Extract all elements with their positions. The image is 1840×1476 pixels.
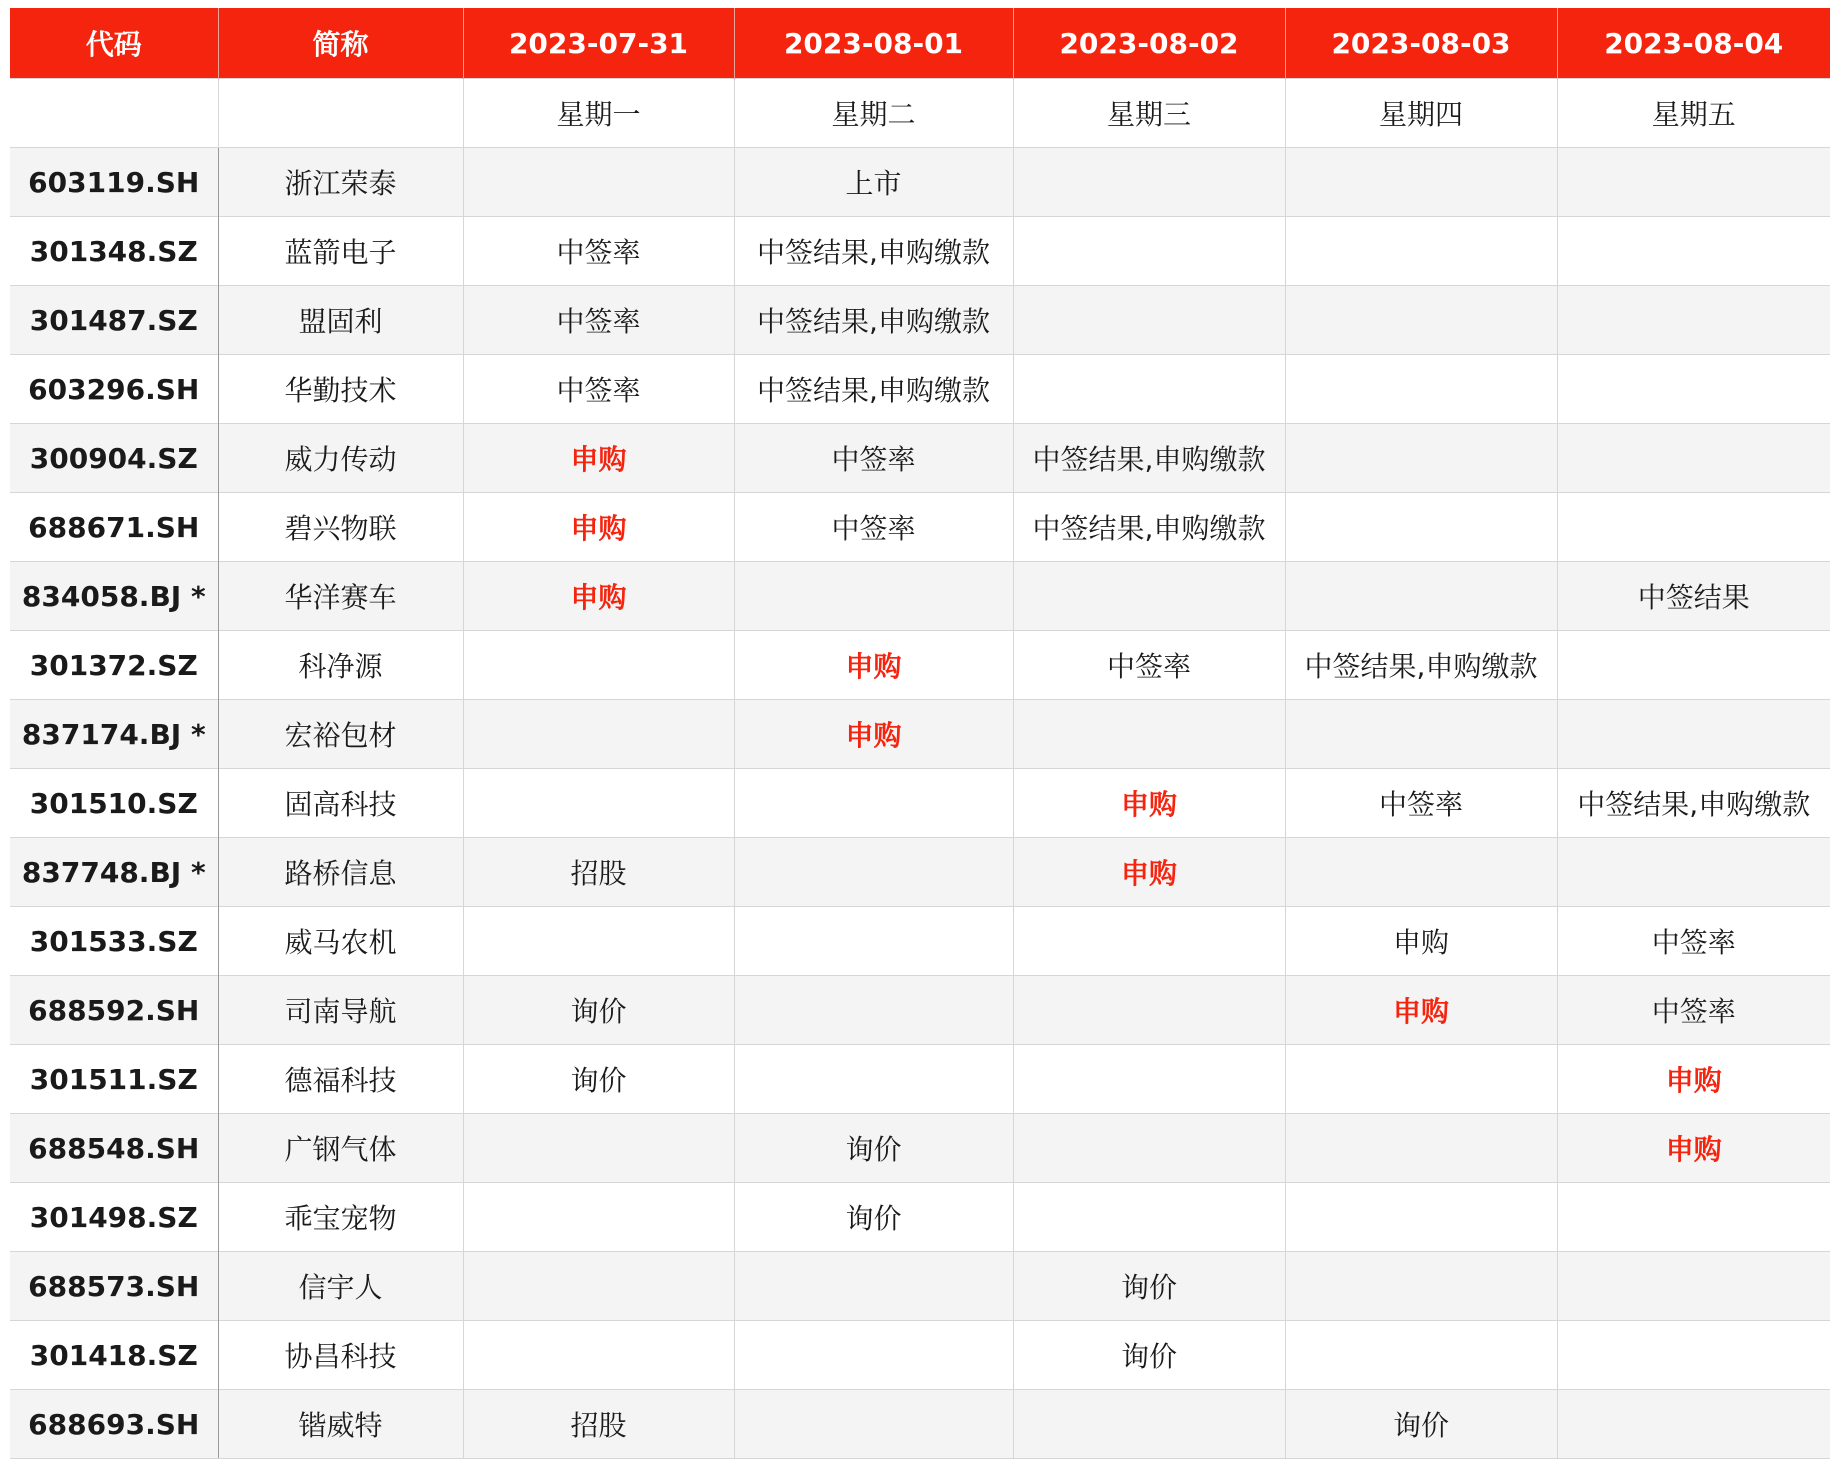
schedule-cell — [1013, 700, 1285, 769]
schedule-cell: 中签结果,申购缴款 — [1013, 424, 1285, 493]
schedule-cell — [1285, 355, 1557, 424]
weekday-cell — [10, 79, 218, 148]
stock-code-cell: 837748.BJ * — [10, 838, 218, 907]
header-row — [10, 8, 1830, 79]
schedule-cell: 询价 — [1013, 1321, 1285, 1390]
weekday-cell: 星期三 — [1013, 79, 1285, 148]
schedule-cell — [1013, 907, 1285, 976]
ipo-calendar — [10, 8, 1830, 1459]
schedule-cell — [1285, 700, 1557, 769]
schedule-cell: 中签率 — [734, 424, 1013, 493]
header-date-2: 2023-08-01 — [734, 8, 1013, 79]
schedule-cell — [1557, 700, 1830, 769]
schedule-cell: 询价 — [1013, 1252, 1285, 1321]
stock-name-cell: 浙江荣泰 — [218, 148, 463, 217]
schedule-cell — [1013, 286, 1285, 355]
schedule-cell — [463, 769, 734, 838]
stock-name-cell: 协昌科技 — [218, 1321, 463, 1390]
subscription-highlight-cell: 申购 — [734, 631, 1013, 700]
header-date-5: 2023-08-04 — [1557, 8, 1830, 79]
schedule-cell — [734, 976, 1013, 1045]
stock-name-cell: 威力传动 — [218, 424, 463, 493]
schedule-cell — [1557, 493, 1830, 562]
schedule-cell — [1285, 148, 1557, 217]
schedule-cell — [734, 1045, 1013, 1114]
schedule-cell: 招股 — [463, 1390, 734, 1459]
schedule-cell: 询价 — [1285, 1390, 1557, 1459]
stock-name-cell: 华洋赛车 — [218, 562, 463, 631]
schedule-cell: 中签结果,申购缴款 — [734, 217, 1013, 286]
schedule-cell — [1013, 1114, 1285, 1183]
schedule-cell — [1557, 286, 1830, 355]
table-row — [10, 148, 1830, 217]
stock-code-cell: 603119.SH — [10, 148, 218, 217]
schedule-cell: 中签结果,申购缴款 — [1013, 493, 1285, 562]
stock-name-cell: 路桥信息 — [218, 838, 463, 907]
table-row — [10, 976, 1830, 1045]
schedule-cell — [463, 1321, 734, 1390]
table-row — [10, 1321, 1830, 1390]
stock-name-cell: 广钢气体 — [218, 1114, 463, 1183]
schedule-cell — [463, 700, 734, 769]
schedule-cell: 中签率 — [1285, 769, 1557, 838]
stock-name-cell: 蓝箭电子 — [218, 217, 463, 286]
schedule-cell — [1285, 1183, 1557, 1252]
stock-name-cell: 德福科技 — [218, 1045, 463, 1114]
schedule-cell — [1285, 286, 1557, 355]
schedule-cell — [1285, 424, 1557, 493]
table-row — [10, 493, 1830, 562]
schedule-cell: 中签率 — [734, 493, 1013, 562]
schedule-cell — [1285, 493, 1557, 562]
stock-name-cell: 固高科技 — [218, 769, 463, 838]
table-row — [10, 631, 1830, 700]
weekday-cell: 星期四 — [1285, 79, 1557, 148]
schedule-cell — [463, 631, 734, 700]
stock-code-cell: 688548.SH — [10, 1114, 218, 1183]
schedule-cell: 上市 — [734, 148, 1013, 217]
schedule-cell: 中签率 — [463, 355, 734, 424]
table-row — [10, 838, 1830, 907]
schedule-cell — [734, 1252, 1013, 1321]
stock-code-cell: 301418.SZ — [10, 1321, 218, 1390]
schedule-cell: 申购 — [1285, 907, 1557, 976]
stock-code-cell: 301511.SZ — [10, 1045, 218, 1114]
schedule-cell — [734, 1390, 1013, 1459]
table-row — [10, 1390, 1830, 1459]
table-row — [10, 1045, 1830, 1114]
schedule-cell — [734, 1321, 1013, 1390]
weekday-cell: 星期二 — [734, 79, 1013, 148]
stock-code-cell: 300904.SZ — [10, 424, 218, 493]
stock-code-cell: 301498.SZ — [10, 1183, 218, 1252]
stock-code-cell: 688573.SH — [10, 1252, 218, 1321]
schedule-cell — [1557, 148, 1830, 217]
header-date-4: 2023-08-03 — [1285, 8, 1557, 79]
subscription-highlight-cell: 申购 — [1013, 769, 1285, 838]
schedule-cell — [1557, 1183, 1830, 1252]
schedule-cell — [1285, 1321, 1557, 1390]
schedule-cell — [463, 1252, 734, 1321]
table-row — [10, 700, 1830, 769]
schedule-cell: 询价 — [734, 1183, 1013, 1252]
schedule-cell — [1013, 562, 1285, 631]
schedule-cell: 中签率 — [1013, 631, 1285, 700]
subscription-highlight-cell: 申购 — [1013, 838, 1285, 907]
subscription-highlight-cell: 申购 — [463, 562, 734, 631]
weekday-row — [10, 79, 1830, 148]
schedule-cell: 中签结果,申购缴款 — [734, 286, 1013, 355]
stock-name-cell: 信宇人 — [218, 1252, 463, 1321]
subscription-highlight-cell: 申购 — [734, 700, 1013, 769]
schedule-cell — [734, 838, 1013, 907]
table-row — [10, 217, 1830, 286]
stock-name-cell: 宏裕包材 — [218, 700, 463, 769]
stock-name-cell: 华勤技术 — [218, 355, 463, 424]
schedule-cell: 中签结果,申购缴款 — [1557, 769, 1830, 838]
weekday-cell — [218, 79, 463, 148]
schedule-cell — [1557, 838, 1830, 907]
schedule-cell — [734, 769, 1013, 838]
schedule-cell — [1285, 562, 1557, 631]
schedule-cell — [1013, 1183, 1285, 1252]
schedule-cell — [1285, 217, 1557, 286]
stock-code-cell: 603296.SH — [10, 355, 218, 424]
schedule-cell — [1557, 217, 1830, 286]
schedule-cell: 中签结果 — [1557, 562, 1830, 631]
table-row — [10, 1114, 1830, 1183]
stock-code-cell: 301533.SZ — [10, 907, 218, 976]
schedule-cell — [1557, 1390, 1830, 1459]
stock-name-cell: 乖宝宠物 — [218, 1183, 463, 1252]
schedule-cell — [1557, 1321, 1830, 1390]
schedule-cell — [1013, 976, 1285, 1045]
subscription-highlight-cell: 申购 — [1557, 1045, 1830, 1114]
stock-code-cell: 301487.SZ — [10, 286, 218, 355]
schedule-cell — [1557, 631, 1830, 700]
stock-name-cell: 锴威特 — [218, 1390, 463, 1459]
schedule-cell — [1013, 217, 1285, 286]
schedule-cell: 询价 — [463, 976, 734, 1045]
schedule-cell: 中签率 — [1557, 907, 1830, 976]
stock-code-cell: 688592.SH — [10, 976, 218, 1045]
schedule-cell — [1013, 355, 1285, 424]
schedule-cell — [1013, 1045, 1285, 1114]
schedule-cell — [734, 562, 1013, 631]
schedule-cell: 询价 — [463, 1045, 734, 1114]
table-row — [10, 1183, 1830, 1252]
header-date-1: 2023-07-31 — [463, 8, 734, 79]
subscription-highlight-cell: 申购 — [1285, 976, 1557, 1045]
table-row — [10, 286, 1830, 355]
stock-code-cell: 301372.SZ — [10, 631, 218, 700]
schedule-cell: 中签结果,申购缴款 — [1285, 631, 1557, 700]
schedule-cell — [1557, 1252, 1830, 1321]
stock-name-cell: 威马农机 — [218, 907, 463, 976]
schedule-cell: 中签率 — [1557, 976, 1830, 1045]
stock-code-cell: 837174.BJ * — [10, 700, 218, 769]
stock-name-cell: 盟固利 — [218, 286, 463, 355]
schedule-cell — [1557, 355, 1830, 424]
schedule-cell: 中签率 — [463, 217, 734, 286]
stock-code-cell: 301510.SZ — [10, 769, 218, 838]
stock-code-cell: 688671.SH — [10, 493, 218, 562]
schedule-cell — [734, 907, 1013, 976]
weekday-cell: 星期一 — [463, 79, 734, 148]
schedule-cell — [463, 148, 734, 217]
table-row — [10, 424, 1830, 493]
stock-code-cell: 688693.SH — [10, 1390, 218, 1459]
stock-name-cell: 碧兴物联 — [218, 493, 463, 562]
schedule-cell — [1285, 838, 1557, 907]
schedule-cell — [463, 1114, 734, 1183]
schedule-cell — [1285, 1045, 1557, 1114]
table-row — [10, 907, 1830, 976]
schedule-cell — [463, 1183, 734, 1252]
stock-code-cell: 301348.SZ — [10, 217, 218, 286]
header-code: 代码 — [10, 8, 218, 79]
schedule-cell — [1013, 148, 1285, 217]
schedule-cell: 招股 — [463, 838, 734, 907]
schedule-cell — [1285, 1114, 1557, 1183]
header-short-name: 简称 — [218, 8, 463, 79]
schedule-cell: 中签率 — [463, 286, 734, 355]
stock-name-cell: 司南导航 — [218, 976, 463, 1045]
table-body — [10, 79, 1830, 1459]
schedule-cell — [1013, 1390, 1285, 1459]
table-row — [10, 355, 1830, 424]
schedule-cell — [1557, 424, 1830, 493]
schedule-cell: 中签结果,申购缴款 — [734, 355, 1013, 424]
stock-name-cell: 科净源 — [218, 631, 463, 700]
schedule-cell — [1285, 1252, 1557, 1321]
table-row — [10, 769, 1830, 838]
stock-code-cell: 834058.BJ * — [10, 562, 218, 631]
schedule-cell: 询价 — [734, 1114, 1013, 1183]
subscription-highlight-cell: 申购 — [463, 424, 734, 493]
subscription-highlight-cell: 申购 — [463, 493, 734, 562]
table-row — [10, 1252, 1830, 1321]
subscription-highlight-cell: 申购 — [1557, 1114, 1830, 1183]
schedule-cell — [463, 907, 734, 976]
weekday-cell: 星期五 — [1557, 79, 1830, 148]
ipo-schedule-table — [10, 8, 1830, 1459]
table-row — [10, 562, 1830, 631]
header-date-3: 2023-08-02 — [1013, 8, 1285, 79]
